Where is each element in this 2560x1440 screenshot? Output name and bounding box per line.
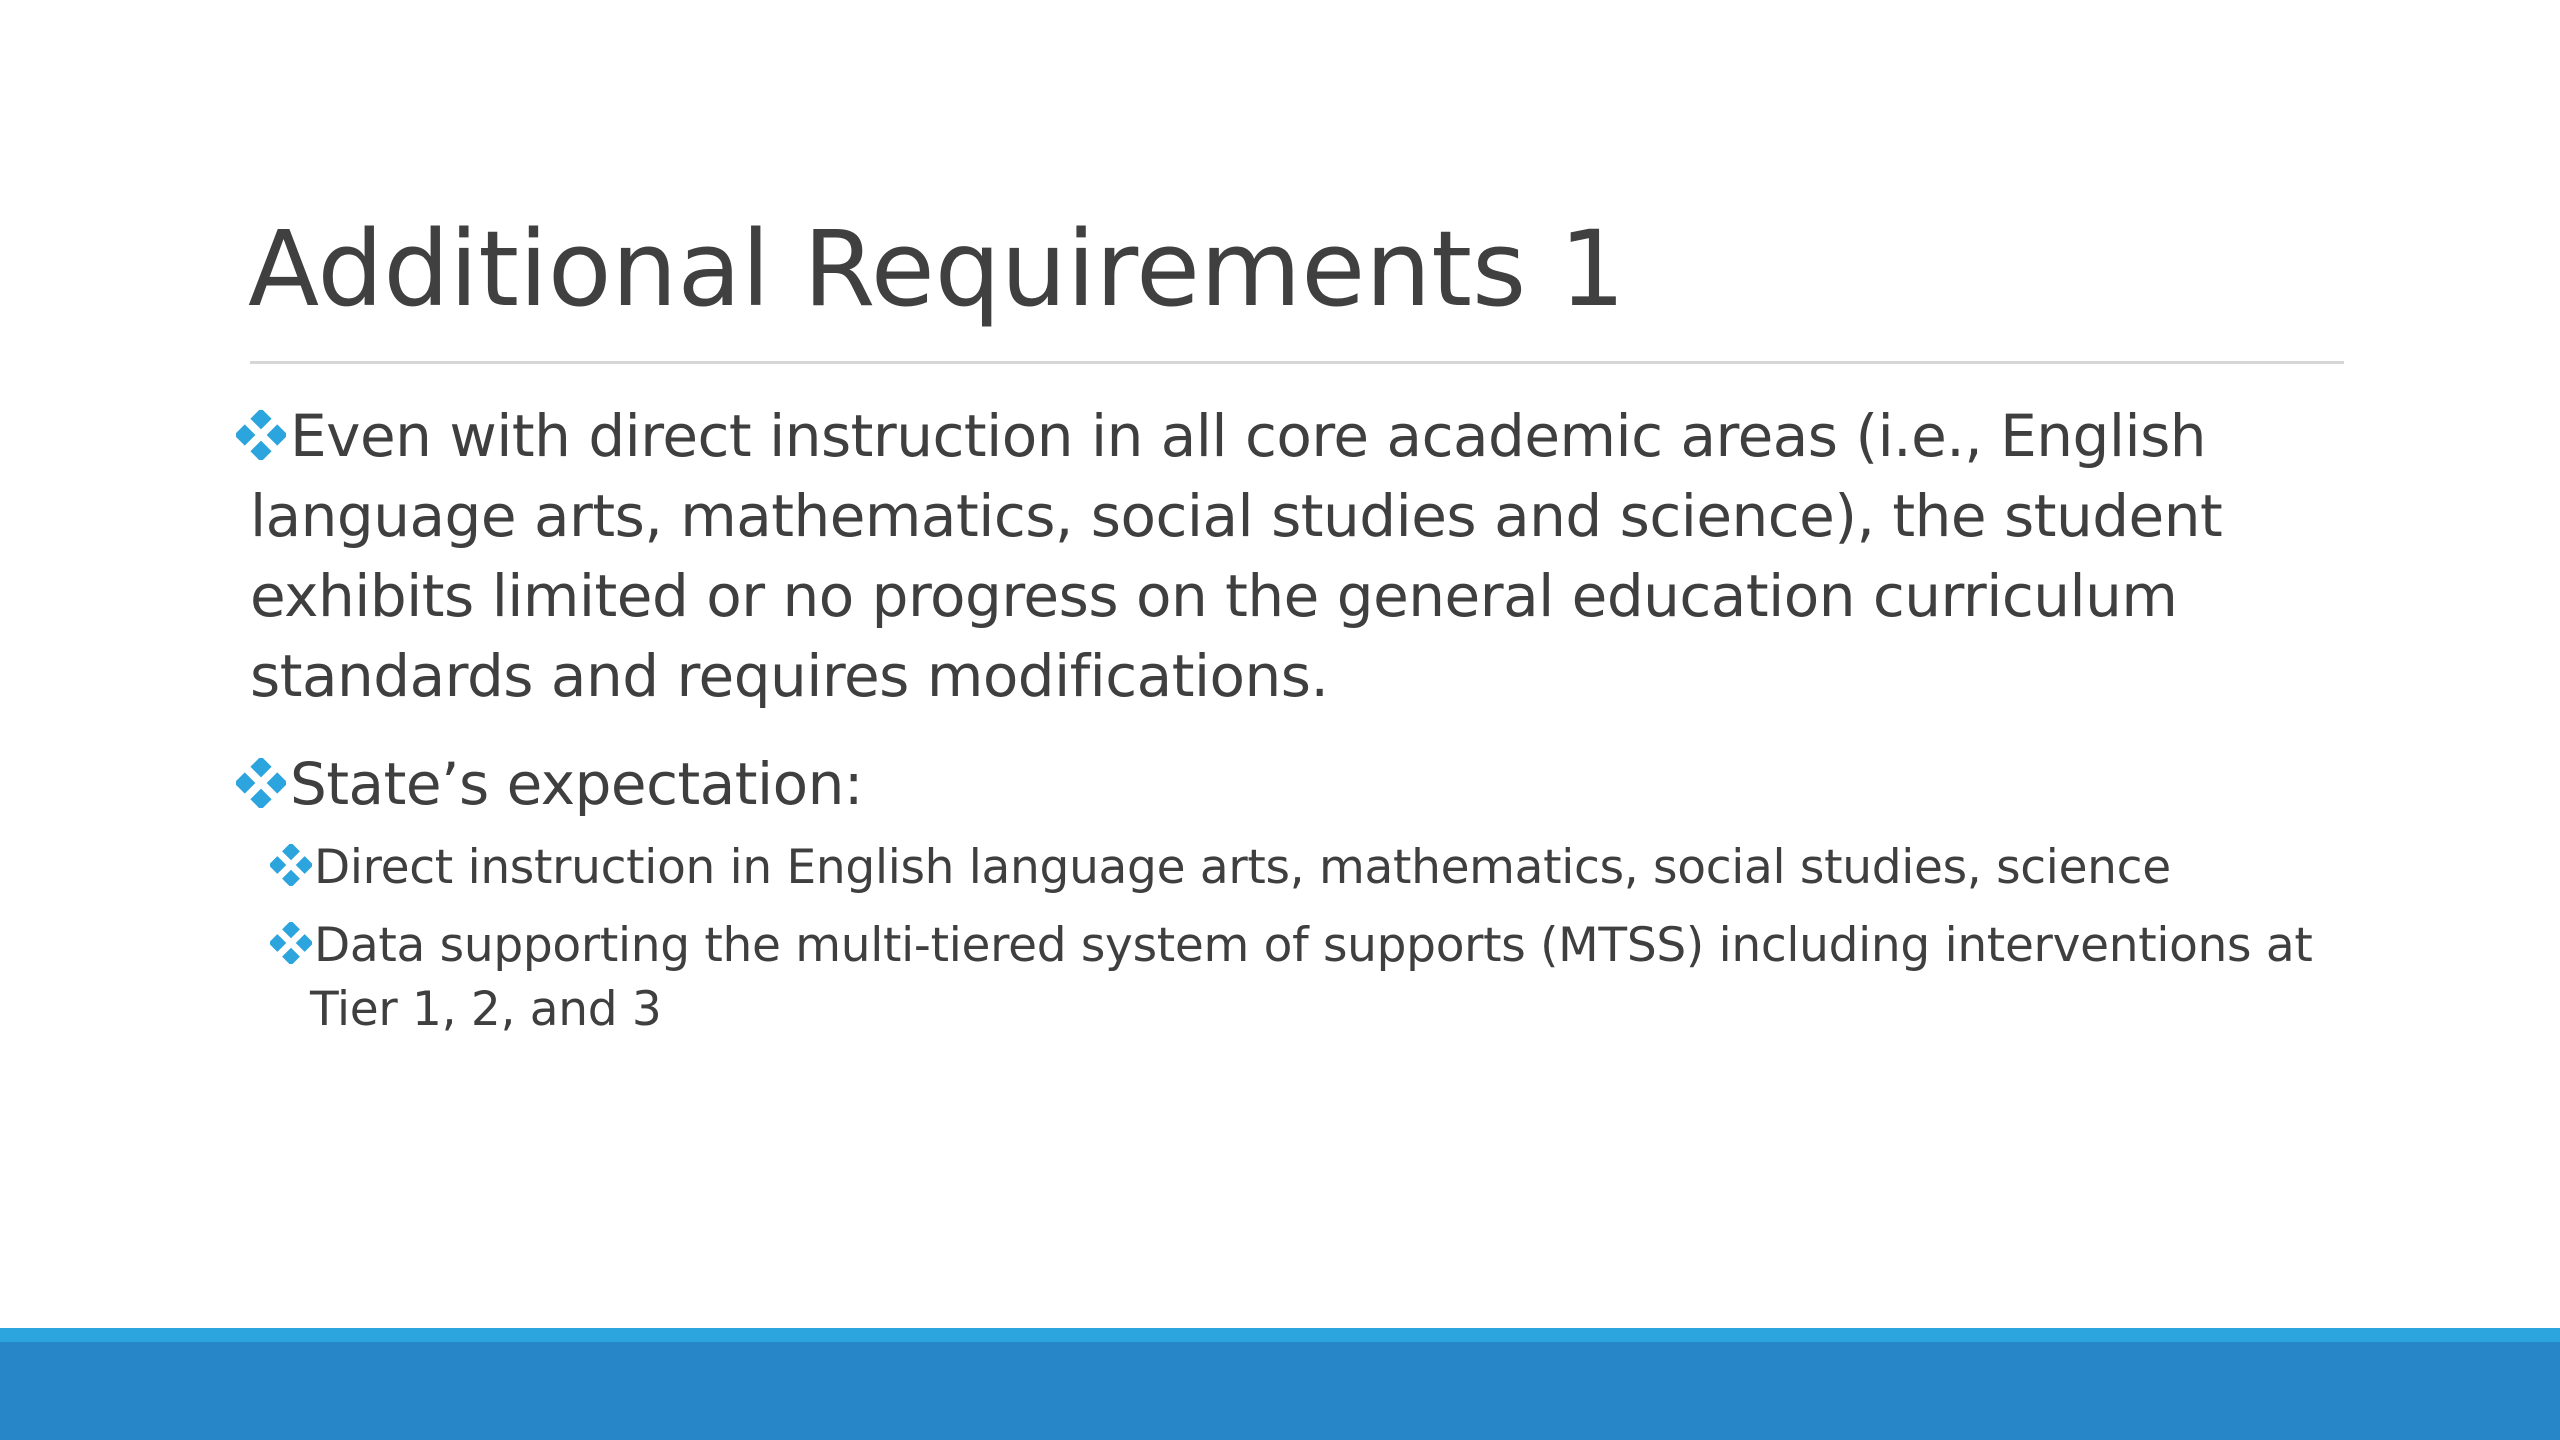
- footer-accent-bar: [0, 1328, 2560, 1342]
- diamond-bullet-icon: [236, 410, 286, 460]
- sub-bullet-item-2-text: Data supporting the multi-tiered system of supports (MTSS) including interventions at Tier 1, 2, and 3: [310, 918, 2313, 1037]
- diamond-bullet-icon: [270, 844, 312, 886]
- slide-title: Additional Requirements 1: [248, 208, 1626, 330]
- bullet-item-1-text: Even with direct instruction in all core academic areas (i.e., English language arts, mathematics, social studies and science), the student exhibits limited or no progress on the general education curriculum standards and requires modifications.: [250, 402, 2223, 710]
- title-divider: [250, 361, 2344, 364]
- bullet-item-2: [236, 744, 2356, 824]
- slide-body: [236, 396, 2356, 1056]
- bullet-item-2-text: State’s expectation:: [290, 750, 863, 818]
- footer-bar: [0, 1342, 2560, 1440]
- sub-bullet-item-1-text: Direct instruction in English language arts, mathematics, social studies, science: [314, 840, 2171, 895]
- sub-bullet-list: [236, 836, 2356, 1042]
- diamond-bullet-icon: [236, 758, 286, 808]
- diamond-bullet-icon: [270, 922, 312, 964]
- sub-bullet-item-1: [236, 836, 2356, 900]
- bullet-item-1: [236, 396, 2356, 716]
- sub-bullet-item-2: [236, 914, 2356, 1042]
